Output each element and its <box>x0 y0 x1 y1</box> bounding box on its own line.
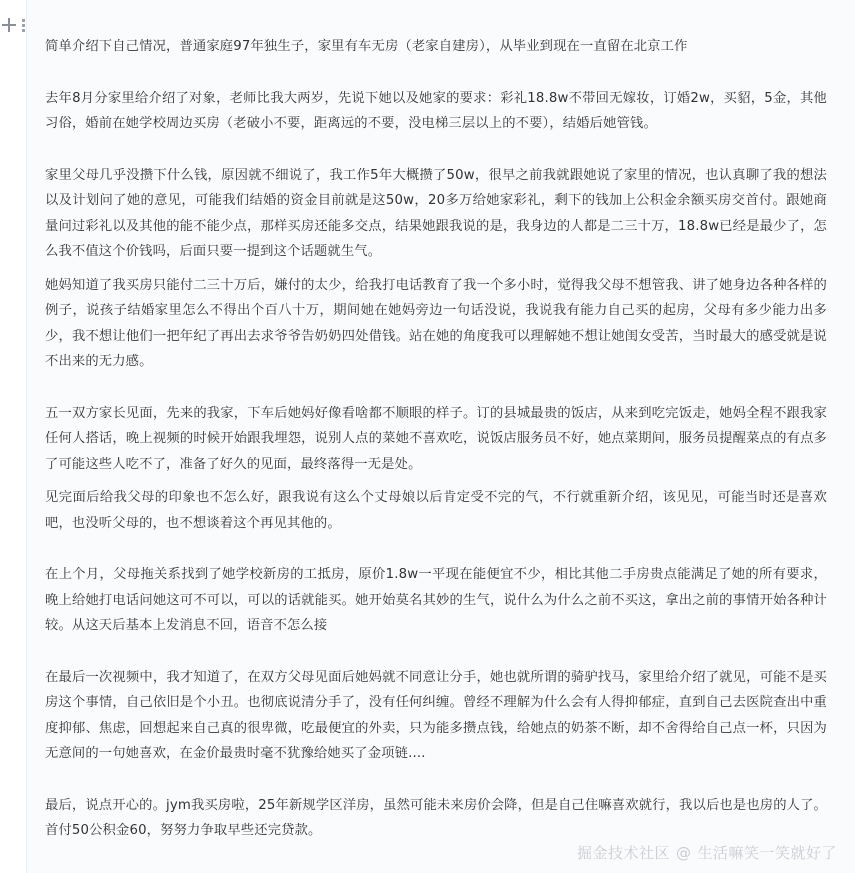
paragraph-5: 五一双方家长见面，先来的我家，下车后她妈好像看啥都不顺眼的样子。订的县城最贵的饭店，从来到吃完饭走，她妈全程不跟我家任何人搭话，晚上视频的时候开始跟我埋怨，说别人点的菜她不喜欢吃，说饭店服务员不好，她点菜期间，服务员提醒菜点的有点多了可能这些人吃不了，准备了好久的见面，最终落得一无是处。 <box>45 405 827 472</box>
left-gutter <box>0 0 27 873</box>
spacer <box>45 265 827 273</box>
spacer <box>45 536 827 562</box>
document-content <box>27 0 855 873</box>
spacer <box>45 639 827 665</box>
watermark-separator: @ <box>675 843 692 862</box>
paragraph-9: 最后，说点开心的。jym我买房啦，25年新规学区洋房，虽然可能未来房价会降，但是自己住嘛喜欢就行，我以后也是也房的人了。首付50公积金60，努努力争取早些还完贷款。 <box>45 797 827 838</box>
spacer <box>45 137 827 163</box>
spacer <box>45 767 827 793</box>
paragraph-1: 简单介绍下自己情况，普通家庭97年独生子，家里有车无房（老家自建房），从毕业到现在一直留在北京工作 <box>45 39 688 54</box>
paragraph-6: 见完面后给我父母的印象也不怎么好，跟我说有这么个丈母娘以后肯定受不完的气，不行就重新介绍，该见见，可能当时还是喜欢吧，也没听父母的，也不想谈着这个再见其他的。 <box>45 490 827 531</box>
paragraph-2: 去年8月分家里给介绍了对象，老师比我大两岁，先说下她以及她家的要求：彩礼18.8w不带回无嫁妆，订婚2w，买貂，5金，其他习俗，婚前在她学校周边买房（老破小不要，距离远的不要，没电梯三层以上的不要），结婚后她管钱。 <box>45 90 827 131</box>
spacer <box>45 60 827 86</box>
watermark <box>577 842 837 863</box>
paragraph-4: 她妈知道了我买房只能付二三十万后，嫌付的太少，给我打电话教育了我一个多小时，觉得我父母不想管我、讲了她身边各种各样的例子，说孩子结婚家里怎么不得出个百八十万，期间她在她妈旁边一句话没说，我说我有能力自己买的起房，父母有多少能力出多少，我不想让他们一把年纪了再出去求爷爷告奶奶四处借钱。站在她的角度我可以理解她不想让她闺女受苦，当时最大的感受就是说不出来的无力感。 <box>45 277 827 369</box>
spacer <box>45 375 827 401</box>
paragraph-3: 家里父母几乎没攒下什么钱，原因就不细说了，我工作5年大概攒了50w，很早之前我就跟她说了家里的情况，也认真聊了我的想法以及计划问了她的意见，可能我们结婚的资金目前就是这50w，20多万给她家彩礼，剩下的钱加上公积金余额买房交首付。跟她商量问过彩礼以及其他的能不能少点，那样买房还能多交点，结果她跟我说的是，我身边的人都是二三十万，18.8w已经是最少了，怎么我不值这个价钱吗，后面只要一提到这个话题就生气。 <box>45 167 827 259</box>
watermark-site: 掘金技术社区 <box>576 844 670 862</box>
paragraph-8: 在最后一次视频中，我才知道了，在双方父母见面后她妈就不同意让分手，她也就所谓的骑驴找马，家里给介绍了就见，可能不是买房这个事情，自己依旧是个小丑。也彻底说清分手了，没有任何纠缠。曾经不理解为什么会有人得抑郁症，直到自己去医院查出中重度抑郁、焦虑，回想起来自己真的很卑微，吃最便宜的外卖，只为能多攒点钱，给她点的奶茶不断，却不舍得给自己点一杯，只因为无意间的一句她喜欢，在金价最贵时毫不犹豫给她买了金项链.... <box>45 669 827 761</box>
plus-icon[interactable] <box>2 18 16 32</box>
paragraph-7: 在上个月，父母拖关系找到了她学校新房的工抵房，原价1.8w一平现在能便宜不少，相比其他二手房贵点能满足了她的所有要求，晚上给她打电话问她这可不可以，可以的话就能买。她开始莫名其妙的生气，说什么为什么之前不买这，拿出之前的事情开始各种计较。从这天后基本上发消息不回，语音不怎么接 <box>45 567 827 633</box>
watermark-author: 生活嘛笑一笑就好了 <box>697 844 837 862</box>
spacer <box>45 477 827 485</box>
